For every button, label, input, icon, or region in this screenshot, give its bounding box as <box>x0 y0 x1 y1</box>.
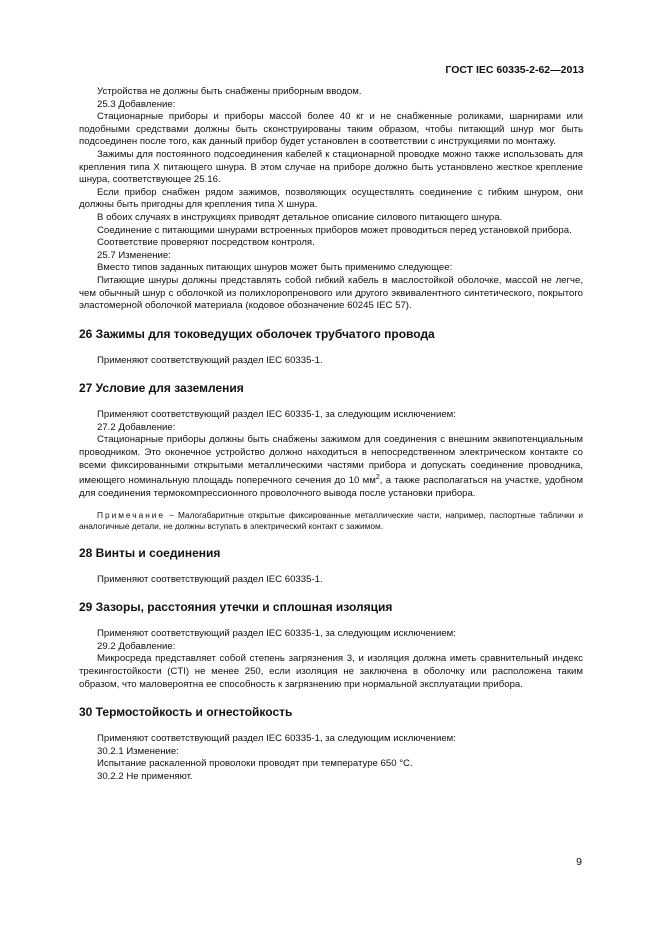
clause-heading: 25.7 Изменение: <box>97 249 171 261</box>
section-28-title: 28 Винты и соединения <box>79 545 221 560</box>
paragraph: Питающие шнуры должны представлять собой гибкий кабель в маслостойкой оболочке, массой не легче, чем обычный шнур с оболочкой из полихлоропренового или другого эквивалентного синтетического, покрытого эластомерной оболочкой материала (кодовое обозначение 60245 IEC 57). <box>79 274 583 312</box>
paragraph: Вместо типов заданных питающих шнуров может быть применимо следующее: <box>97 262 453 274</box>
paragraph: В обоих случаях в инструкциях приводят детальное описание силового питающего шнура. <box>97 211 503 223</box>
paragraph: Применяют соответствующий раздел IEC 60335-1, за следующим исключением: <box>97 733 456 745</box>
section-26-title: 26 Зажимы для токоведущих оболочек трубчатого провода <box>79 326 435 341</box>
note <box>79 510 583 532</box>
clause-heading: 30.2.1 Изменение: <box>97 745 179 757</box>
clause-heading: 27.2 Добавление: <box>97 421 176 433</box>
section-30-title: 30 Термостойкость и огнестойкость <box>79 705 293 720</box>
clause-heading: 29.2 Добавление: <box>97 640 176 652</box>
paragraph: Зажимы для постоянного подсоединения кабелей к стационарной проводке можно также использовать для крепления типа X питающего шнура. В этом случае на приборе должно быть установлено жесткое крепление шнура, соответствующее 25.16. <box>79 148 583 186</box>
paragraph: Микросреда представляет собой степень загрязнения 3, и изоляция должна иметь сравнительный индекс трекингостойкости (CTI) не менее 250, если изоляция не заключена в оболочку или расположена таким образом, что маловероятна ее способность к загрязнению при нормальной эксплуатации прибора. <box>79 653 583 690</box>
paragraph: Устройства не должны быть снабжены приборным вводом. <box>97 86 362 97</box>
page-content <box>79 86 583 784</box>
paragraph: Применяют соответствующий раздел IEC 60335-1. <box>97 573 323 585</box>
note-label: Примечание <box>97 509 166 520</box>
paragraph <box>79 434 583 500</box>
note-text: − Малогабаритные открытые фиксированные металлические части, например, паспортные таблички и аналогичные детали, не должны вступать в электрический контакт с зажимом. <box>79 509 583 531</box>
text-run: Стационарные приборы должны быть снабжены зажимом для соединения с внешним эквипотенциальным проводником. Это оконечное устройство должно находиться в непосредственном электрическом контакте со всеми фиксированными открытыми металлическими частями прибора и допускать соединение проводника, имеющего номинальную площадь поперечного сечения до 10 мм <box>79 434 583 487</box>
section-27-title: 27 Условие для заземления <box>79 381 244 396</box>
document-code: ГОСТ IEC 60335-2-62—2013 <box>445 64 584 76</box>
paragraph: Применяют соответствующий раздел IEC 60335-1. <box>97 354 323 366</box>
superscript: 2 <box>375 474 380 482</box>
paragraph: Испытание раскаленной проволоки проводят при температуре 650 °С. <box>97 758 413 770</box>
page-number: 9 <box>576 856 582 868</box>
section-29-title: 29 Зазоры, расстояния утечки и сплошная изоляция <box>79 600 393 615</box>
paragraph: Соединение с питающими шнурами встроенных приборов может проводиться перед установкой прибора. <box>97 224 572 236</box>
paragraph: Стационарные приборы и приборы массой более 40 кг и не снабженные роликами, шарнирами или подобными средствами должны быть сконструированы таким образом, чтобы питающий шнур мог быть подсоединен после того, как данный прибор будет установлен в соответствии с инструкциями по монтажу. <box>79 111 583 148</box>
paragraph: Если прибор снабжен рядом зажимов, позволяющих осуществлять соединение с гибким шнуром, они должны быть пригодны для крепления типа X шнура. <box>79 186 583 211</box>
text-run: , а также располагаться на участке, удобном для соединения термокомпрессионного проволочного вывода после установки прибора. <box>79 475 583 500</box>
clause-heading: 30.2.2 Не применяют. <box>97 770 193 782</box>
clause-heading: 25.3 Добавление: <box>97 98 176 110</box>
paragraph: Применяют соответствующий раздел IEC 60335-1, за следующим исключением: <box>97 628 456 640</box>
paragraph: Применяют соответствующий раздел IEC 60335-1, за следующим исключением: <box>97 409 456 421</box>
paragraph: Соответствие проверяют посредством контроля. <box>97 237 315 249</box>
